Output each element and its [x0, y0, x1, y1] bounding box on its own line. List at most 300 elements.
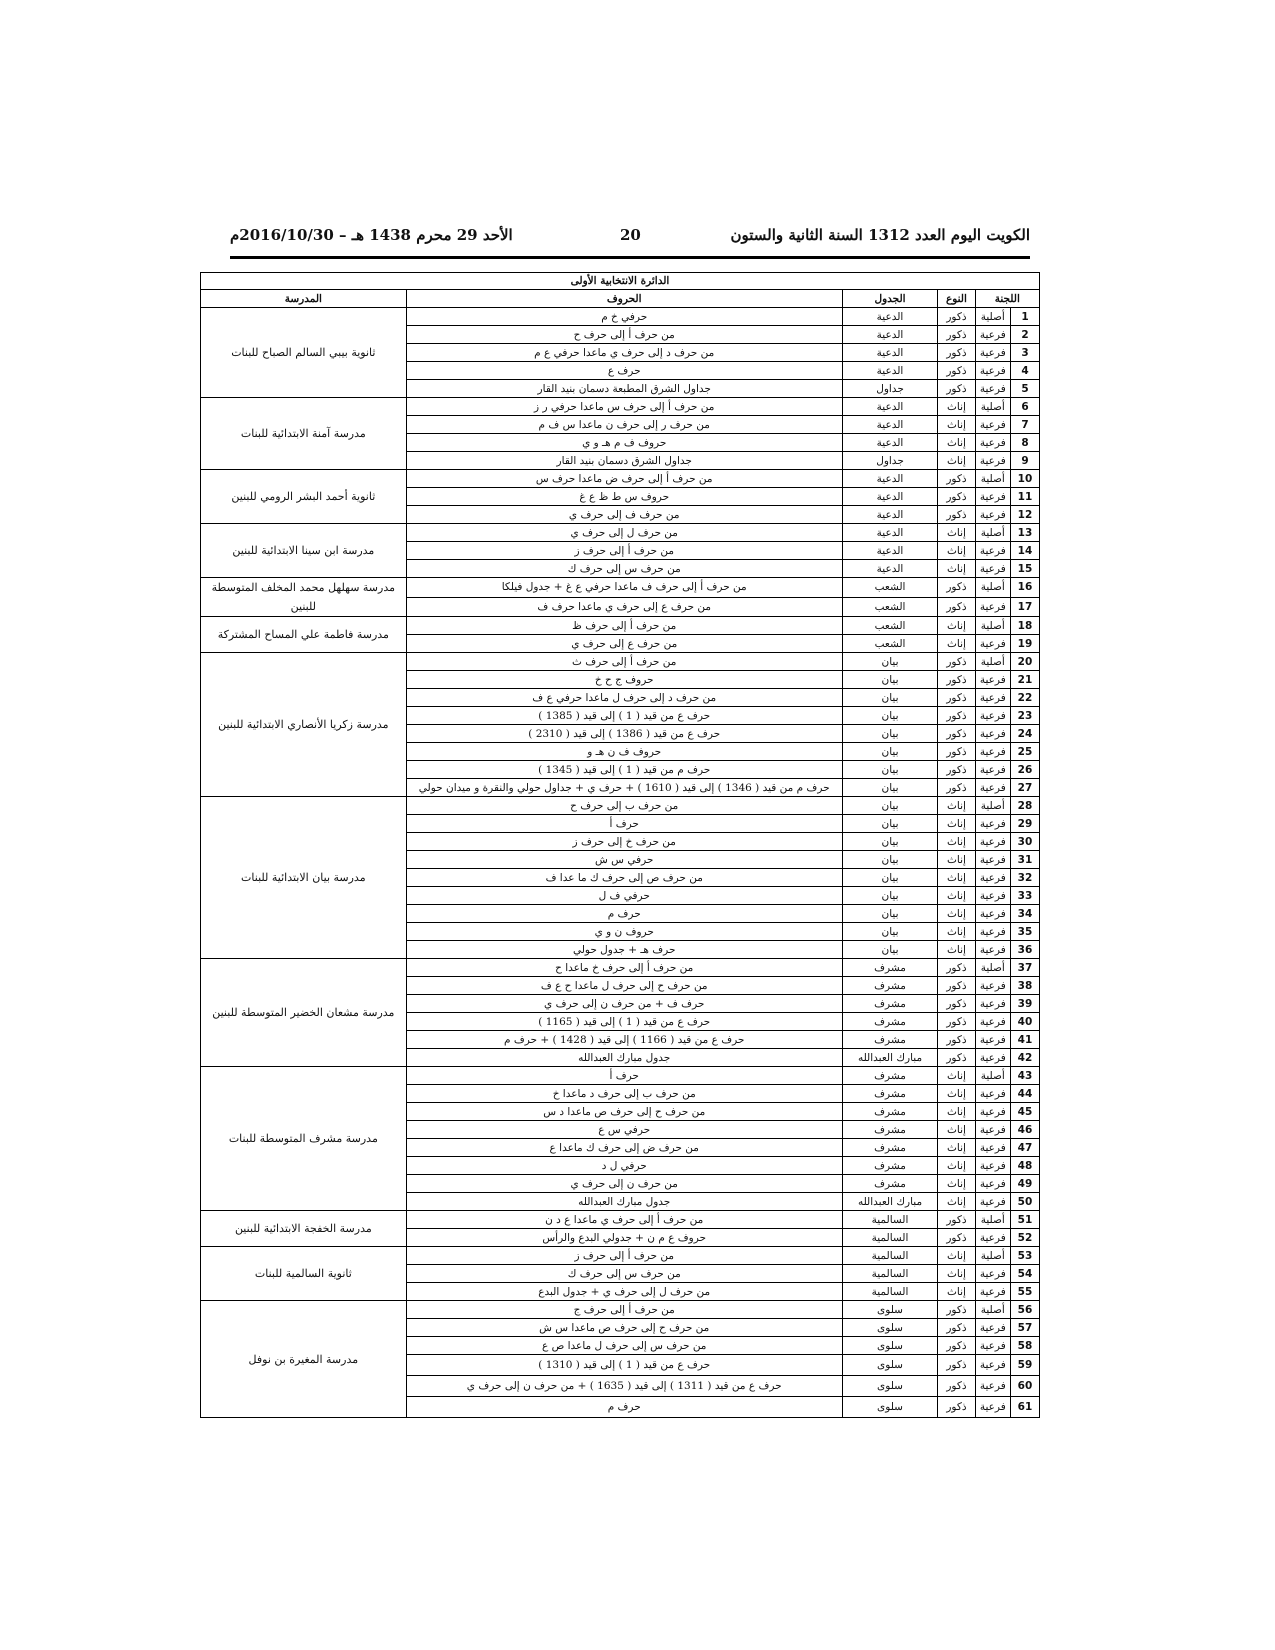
committee-number: 46 — [1010, 1121, 1039, 1139]
letters-range: حرفي خ م — [406, 308, 842, 326]
committee-number: 22 — [1010, 689, 1039, 707]
committee-number: 13 — [1010, 524, 1039, 542]
register-table: مشرف — [842, 1157, 938, 1175]
voter-gender: إناث — [938, 452, 975, 470]
committee-number: 29 — [1010, 815, 1039, 833]
committee-kind: فرعية — [975, 344, 1010, 362]
committee-number: 26 — [1010, 761, 1039, 779]
voter-gender: ذكور — [938, 977, 975, 995]
committee-kind: فرعية — [975, 1397, 1010, 1418]
voter-gender: ذكور — [938, 1319, 975, 1337]
letters-range: حرف ف + من حرف ن إلى حرف ي — [406, 995, 842, 1013]
letters-range: من حرف ب إلى حرف ح — [406, 797, 842, 815]
voter-gender: ذكور — [938, 326, 975, 344]
register-table: سلوى — [842, 1337, 938, 1355]
register-table: الدعية — [842, 488, 938, 506]
register-table: بيان — [842, 653, 938, 671]
voter-gender: ذكور — [938, 1013, 975, 1031]
register-table: جداول — [842, 380, 938, 398]
committee-kind: فرعية — [975, 977, 1010, 995]
letters-range: حرف أ — [406, 815, 842, 833]
voter-gender: ذكور — [938, 488, 975, 506]
voter-gender: إناث — [938, 851, 975, 869]
committee-kind: فرعية — [975, 434, 1010, 452]
committee-kind: أصلية — [975, 398, 1010, 416]
register-table: الدعية — [842, 398, 938, 416]
voter-gender: إناث — [938, 869, 975, 887]
table-row — [201, 398, 1040, 416]
committee-kind: فرعية — [975, 707, 1010, 725]
voter-gender: إناث — [938, 1067, 975, 1085]
letters-range: من حرف ص إلى حرف ك ما عدا ف — [406, 869, 842, 887]
voter-gender: ذكور — [938, 1049, 975, 1067]
letters-range: من حرف أ إلى حرف ز — [406, 1247, 842, 1265]
letters-range: من حرف ح إلى حرف ص ماعدا د س — [406, 1103, 842, 1121]
letters-range: حروف ج ح خ — [406, 671, 842, 689]
school-name: ثانوية بيبي السالم الصباح للبنات — [201, 308, 407, 398]
letters-range: حرف م — [406, 1397, 842, 1418]
publication-title: الكويت اليوم العدد 1312 السنة الثانية والستون — [730, 226, 1030, 244]
committee-number: 55 — [1010, 1283, 1039, 1301]
committee-number: 31 — [1010, 851, 1039, 869]
register-table: بيان — [842, 779, 938, 797]
committee-number: 38 — [1010, 977, 1039, 995]
register-table: مشرف — [842, 959, 938, 977]
voter-gender: إناث — [938, 1175, 975, 1193]
committee-kind: فرعية — [975, 779, 1010, 797]
committee-number: 8 — [1010, 434, 1039, 452]
letters-range: حرف أ — [406, 1067, 842, 1085]
voter-gender: ذكور — [938, 1229, 975, 1247]
committee-kind: فرعية — [975, 689, 1010, 707]
committee-number: 15 — [1010, 560, 1039, 578]
register-table: مشرف — [842, 1121, 938, 1139]
letters-range: من حرف ض إلى حرف ك ماعدا ع — [406, 1139, 842, 1157]
register-table: الشعب — [842, 597, 938, 617]
committee-kind: فرعية — [975, 941, 1010, 959]
letters-range: حرفي س ع — [406, 1121, 842, 1139]
committee-number: 14 — [1010, 542, 1039, 560]
school-name: مدرسة زكريا الأنصاري الابتدائية للبنين — [201, 653, 407, 797]
register-table: بيان — [842, 707, 938, 725]
letters-range: من حرف أ إلى حرف ح — [406, 326, 842, 344]
voter-gender: ذكور — [938, 308, 975, 326]
committee-kind: أصلية — [975, 1301, 1010, 1319]
voter-gender: إناث — [938, 617, 975, 635]
committee-number: 6 — [1010, 398, 1039, 416]
voter-gender: ذكور — [938, 1031, 975, 1049]
table-row — [201, 578, 1040, 598]
committee-kind: فرعية — [975, 923, 1010, 941]
committee-kind: فرعية — [975, 1049, 1010, 1067]
register-table: الدعية — [842, 560, 938, 578]
letters-range: من حرف ر إلى حرف ن ماعدا س ف م — [406, 416, 842, 434]
committee-kind: أصلية — [975, 1247, 1010, 1265]
letters-range: من حرف أ إلى حرف ف ماعدا حرفي ع غ + جدول فيلكا — [406, 578, 842, 598]
committee-number: 25 — [1010, 743, 1039, 761]
committee-number: 23 — [1010, 707, 1039, 725]
register-table: مشرف — [842, 1103, 938, 1121]
committee-kind: فرعية — [975, 1265, 1010, 1283]
letters-range: حرف ع من قيد ( 1386 ) إلى قيد ( 2310 ) — [406, 725, 842, 743]
letters-range: حروف ف ن هـ و — [406, 743, 842, 761]
letters-range: من حرف ح إلى حرف ص ماعدا س ش — [406, 1319, 842, 1337]
committee-number: 57 — [1010, 1319, 1039, 1337]
school-name: مدرسة الخفجة الابتدائية للبنين — [201, 1211, 407, 1247]
committee-number: 35 — [1010, 923, 1039, 941]
voter-gender: ذكور — [938, 380, 975, 398]
letters-range: من حرف ل إلى حرف ي + جدول البدع — [406, 1283, 842, 1301]
register-table: مشرف — [842, 1139, 938, 1157]
letters-range: من حرف أ إلى حرف ي ماعدا ع د ن — [406, 1211, 842, 1229]
letters-range: حرف م — [406, 905, 842, 923]
committee-kind: فرعية — [975, 1121, 1010, 1139]
school-name: مدرسة مشرف المتوسطة للبنات — [201, 1067, 407, 1211]
letters-range: من حرف ع إلى حرف ي — [406, 635, 842, 653]
committee-kind: فرعية — [975, 851, 1010, 869]
letters-range: حرف م من قيد ( 1 ) إلى قيد ( 1345 ) — [406, 761, 842, 779]
school-name: مدرسة ابن سينا الابتدائية للبنين — [201, 524, 407, 578]
committee-number: 61 — [1010, 1397, 1039, 1418]
letters-range: من حرف د إلى حرف ي ماعدا حرفي ع م — [406, 344, 842, 362]
committee-kind: أصلية — [975, 308, 1010, 326]
committee-kind: فرعية — [975, 362, 1010, 380]
table-row — [201, 524, 1040, 542]
table-title: الدائرة الانتخابية الأولى — [201, 273, 1040, 290]
committee-number: 45 — [1010, 1103, 1039, 1121]
register-table: الدعية — [842, 434, 938, 452]
letters-range: من حرف ب إلى حرف د ماعدا خ — [406, 1085, 842, 1103]
letters-range: جدول مبارك العبدالله — [406, 1193, 842, 1211]
table-row — [201, 1301, 1040, 1319]
committee-kind: فرعية — [975, 1085, 1010, 1103]
committee-kind: فرعية — [975, 506, 1010, 524]
register-table: الدعية — [842, 362, 938, 380]
committee-kind: فرعية — [975, 887, 1010, 905]
committee-number: 60 — [1010, 1376, 1039, 1397]
register-table: جداول — [842, 452, 938, 470]
register-table: السالمية — [842, 1247, 938, 1265]
letters-range: حرف ع من قيد ( 1166 ) إلى قيد ( 1428 ) + حرف م — [406, 1031, 842, 1049]
register-table: مبارك العبدالله — [842, 1049, 938, 1067]
voter-gender: إناث — [938, 797, 975, 815]
committee-number: 41 — [1010, 1031, 1039, 1049]
letters-range: حرفي س ش — [406, 851, 842, 869]
voter-gender: ذكور — [938, 743, 975, 761]
voter-gender: إناث — [938, 1283, 975, 1301]
voter-gender: إناث — [938, 941, 975, 959]
committee-kind: فرعية — [975, 452, 1010, 470]
school-name: مدرسة المغيرة بن نوفل — [201, 1301, 407, 1418]
voter-gender: ذكور — [938, 689, 975, 707]
committee-number: 3 — [1010, 344, 1039, 362]
header-rule — [230, 256, 1030, 259]
voter-gender: إناث — [938, 1139, 975, 1157]
letters-range: من حرف أ إلى حرف س ماعدا حرفي ر ز — [406, 398, 842, 416]
table-row — [201, 308, 1040, 326]
committee-kind: فرعية — [975, 995, 1010, 1013]
letters-range: حرف ع من قيد ( 1 ) إلى قيد ( 1310 ) — [406, 1355, 842, 1376]
voter-gender: إناث — [938, 524, 975, 542]
letters-range: من حرف أ إلى حرف ض ماعدا حرف س — [406, 470, 842, 488]
committee-kind: أصلية — [975, 470, 1010, 488]
voter-gender: ذكور — [938, 653, 975, 671]
voter-gender: ذكور — [938, 597, 975, 617]
letters-range: حروف ن و ي — [406, 923, 842, 941]
committee-number: 24 — [1010, 725, 1039, 743]
letters-range: حرفي ف ل — [406, 887, 842, 905]
committee-number: 32 — [1010, 869, 1039, 887]
committee-number: 7 — [1010, 416, 1039, 434]
school-name: مدرسة آمنة الابتدائية للبنات — [201, 398, 407, 470]
committee-kind: أصلية — [975, 1211, 1010, 1229]
register-table: سلوى — [842, 1301, 938, 1319]
voter-gender: إناث — [938, 542, 975, 560]
committee-kind: فرعية — [975, 1193, 1010, 1211]
school-name: مدرسة بيان الابتدائية للبنات — [201, 797, 407, 959]
letters-range: حرف ع من قيد ( 1 ) إلى قيد ( 1385 ) — [406, 707, 842, 725]
voter-gender: ذكور — [938, 506, 975, 524]
committee-kind: أصلية — [975, 578, 1010, 598]
voter-gender: ذكور — [938, 1301, 975, 1319]
committee-number: 19 — [1010, 635, 1039, 653]
committee-kind: فرعية — [975, 833, 1010, 851]
committee-kind: فرعية — [975, 1175, 1010, 1193]
committee-number: 34 — [1010, 905, 1039, 923]
committee-number: 37 — [1010, 959, 1039, 977]
committee-number: 43 — [1010, 1067, 1039, 1085]
committee-number: 4 — [1010, 362, 1039, 380]
committee-number: 40 — [1010, 1013, 1039, 1031]
voter-gender: إناث — [938, 833, 975, 851]
voter-gender: إناث — [938, 560, 975, 578]
register-table: الدعية — [842, 308, 938, 326]
committee-kind: فرعية — [975, 761, 1010, 779]
committee-number: 51 — [1010, 1211, 1039, 1229]
committee-number: 5 — [1010, 380, 1039, 398]
committee-kind: فرعية — [975, 597, 1010, 617]
committee-kind: فرعية — [975, 488, 1010, 506]
register-table: بيان — [842, 815, 938, 833]
committee-kind: أصلية — [975, 959, 1010, 977]
voter-gender: ذكور — [938, 578, 975, 598]
letters-range: من حرف أ إلى حرف ظ — [406, 617, 842, 635]
register-table: بيان — [842, 689, 938, 707]
committee-kind: فرعية — [975, 635, 1010, 653]
register-table: بيان — [842, 743, 938, 761]
letters-range: من حرف س إلى حرف ك — [406, 1265, 842, 1283]
voter-gender: إناث — [938, 923, 975, 941]
committee-number: 18 — [1010, 617, 1039, 635]
committee-kind: أصلية — [975, 524, 1010, 542]
voter-gender: ذكور — [938, 725, 975, 743]
letters-range: من حرف ع إلى حرف ي ماعدا حرف ف — [406, 597, 842, 617]
committee-number: 20 — [1010, 653, 1039, 671]
voter-gender: ذكور — [938, 1376, 975, 1397]
table-row — [201, 653, 1040, 671]
committee-number: 1 — [1010, 308, 1039, 326]
committee-kind: فرعية — [975, 671, 1010, 689]
committee-kind: أصلية — [975, 653, 1010, 671]
committee-number: 52 — [1010, 1229, 1039, 1247]
table-body — [201, 308, 1040, 1418]
register-table: الدعية — [842, 542, 938, 560]
committees-table-wrapper — [200, 272, 1040, 1418]
committee-kind: فرعية — [975, 1283, 1010, 1301]
committee-kind: فرعية — [975, 1031, 1010, 1049]
voter-gender: ذكور — [938, 362, 975, 380]
register-table: بيان — [842, 761, 938, 779]
committee-kind: فرعية — [975, 1157, 1010, 1175]
table-row — [201, 1211, 1040, 1229]
committee-kind: فرعية — [975, 416, 1010, 434]
committee-kind: أصلية — [975, 1067, 1010, 1085]
committee-number: 12 — [1010, 506, 1039, 524]
letters-range: من حرف أ إلى حرف خ ماعدا ح — [406, 959, 842, 977]
voter-gender: إناث — [938, 635, 975, 653]
committee-number: 50 — [1010, 1193, 1039, 1211]
register-table: بيان — [842, 869, 938, 887]
register-table: مشرف — [842, 1067, 938, 1085]
voter-gender: إناث — [938, 1265, 975, 1283]
register-table: مشرف — [842, 1013, 938, 1031]
voter-gender: إناث — [938, 815, 975, 833]
register-table: الدعية — [842, 326, 938, 344]
register-table: مشرف — [842, 1175, 938, 1193]
voter-gender: ذكور — [938, 707, 975, 725]
committee-number: 21 — [1010, 671, 1039, 689]
committee-kind: فرعية — [975, 1139, 1010, 1157]
committee-number: 27 — [1010, 779, 1039, 797]
committee-number: 58 — [1010, 1337, 1039, 1355]
committee-kind: فرعية — [975, 815, 1010, 833]
letters-range: من حرف ف إلى حرف ي — [406, 506, 842, 524]
committee-number: 49 — [1010, 1175, 1039, 1193]
table-row — [201, 797, 1040, 815]
voter-gender: إناث — [938, 416, 975, 434]
voter-gender: إناث — [938, 434, 975, 452]
committee-kind: فرعية — [975, 1229, 1010, 1247]
committee-number: 10 — [1010, 470, 1039, 488]
register-table: الشعب — [842, 617, 938, 635]
school-name: مدرسة سهلهل محمد المخلف المتوسطة للبنين — [201, 578, 407, 617]
register-table: بيان — [842, 833, 938, 851]
register-table: سلوى — [842, 1355, 938, 1376]
voter-gender: ذكور — [938, 344, 975, 362]
column-header-school: المدرسة — [201, 290, 407, 308]
page-header — [230, 226, 1030, 254]
committees-table — [200, 272, 1040, 1418]
committee-number: 17 — [1010, 597, 1039, 617]
school-name: ثانوية أحمد البشر الرومي للبنين — [201, 470, 407, 524]
letters-range: من حرف ل إلى حرف ي — [406, 524, 842, 542]
voter-gender: ذكور — [938, 671, 975, 689]
register-table: مشرف — [842, 977, 938, 995]
voter-gender: إناث — [938, 1193, 975, 1211]
committee-kind: فرعية — [975, 1337, 1010, 1355]
voter-gender: إناث — [938, 398, 975, 416]
voter-gender: ذكور — [938, 995, 975, 1013]
letters-range: من حرف س إلى حرف ك — [406, 560, 842, 578]
committee-number: 16 — [1010, 578, 1039, 598]
register-table: الدعية — [842, 344, 938, 362]
committee-number: 56 — [1010, 1301, 1039, 1319]
letters-range: من حرف ح إلى حرف ل ماعدا ح ع ف — [406, 977, 842, 995]
letters-range: من حرف د إلى حرف ل ماعدا حرفي ع ف — [406, 689, 842, 707]
voter-gender: إناث — [938, 887, 975, 905]
voter-gender: ذكور — [938, 1337, 975, 1355]
committee-number: 28 — [1010, 797, 1039, 815]
register-table: سلوى — [842, 1376, 938, 1397]
voter-gender: ذكور — [938, 1211, 975, 1229]
voter-gender: ذكور — [938, 779, 975, 797]
committee-number: 2 — [1010, 326, 1039, 344]
committee-number: 30 — [1010, 833, 1039, 851]
voter-gender: ذكور — [938, 761, 975, 779]
register-table: السالمية — [842, 1265, 938, 1283]
letters-range: من حرف ن إلى حرف ي — [406, 1175, 842, 1193]
table-row — [201, 959, 1040, 977]
register-table: الدعية — [842, 506, 938, 524]
column-header-letters: الحروف — [406, 290, 842, 308]
register-table: بيان — [842, 671, 938, 689]
register-table: مبارك العبدالله — [842, 1193, 938, 1211]
letters-range: من حرف أ إلى حرف ج — [406, 1301, 842, 1319]
letters-range: من حرف س إلى حرف ل ماعدا ص ع — [406, 1337, 842, 1355]
register-table: بيان — [842, 797, 938, 815]
page-number: 20 — [620, 226, 641, 244]
letters-range: حروف ف م هـ و ي — [406, 434, 842, 452]
voter-gender: ذكور — [938, 470, 975, 488]
register-table: السالمية — [842, 1211, 938, 1229]
letters-range: حروف ع م ن + جدولي البدع والرأس — [406, 1229, 842, 1247]
voter-gender: إناث — [938, 1103, 975, 1121]
committee-number: 44 — [1010, 1085, 1039, 1103]
letters-range: من حرف أ إلى حرف ث — [406, 653, 842, 671]
committee-kind: فرعية — [975, 1376, 1010, 1397]
letters-range: حرف م من قيد ( 1346 ) إلى قيد ( 1610 ) + حرف ي + جداول حولي والنقرة و ميدان حولي — [406, 779, 842, 797]
school-name: ثانوية السالمية للبنات — [201, 1247, 407, 1301]
committee-number: 59 — [1010, 1355, 1039, 1376]
register-table: الدعية — [842, 524, 938, 542]
voter-gender: ذكور — [938, 1355, 975, 1376]
committee-kind: فرعية — [975, 725, 1010, 743]
committee-kind: أصلية — [975, 797, 1010, 815]
committee-kind: فرعية — [975, 743, 1010, 761]
letters-range: حروف س ط ظ ع غ — [406, 488, 842, 506]
table-row — [201, 1067, 1040, 1085]
register-table: بيان — [842, 923, 938, 941]
register-table: مشرف — [842, 1031, 938, 1049]
voter-gender: إناث — [938, 905, 975, 923]
register-table: سلوى — [842, 1397, 938, 1418]
committee-kind: فرعية — [975, 1013, 1010, 1031]
voter-gender: إناث — [938, 1121, 975, 1139]
committee-kind: فرعية — [975, 326, 1010, 344]
letters-range: من حرف أ إلى حرف ز — [406, 542, 842, 560]
committee-number: 36 — [1010, 941, 1039, 959]
letters-range: جداول الشرق المطبعة دسمان بنيد القار — [406, 380, 842, 398]
register-table: الدعية — [842, 416, 938, 434]
voter-gender: إناث — [938, 1247, 975, 1265]
register-table: بيان — [842, 941, 938, 959]
register-table: السالمية — [842, 1229, 938, 1247]
register-table: الشعب — [842, 635, 938, 653]
register-table: بيان — [842, 851, 938, 869]
letters-range: جدول مبارك العبدالله — [406, 1049, 842, 1067]
committee-number: 33 — [1010, 887, 1039, 905]
register-table: الدعية — [842, 470, 938, 488]
